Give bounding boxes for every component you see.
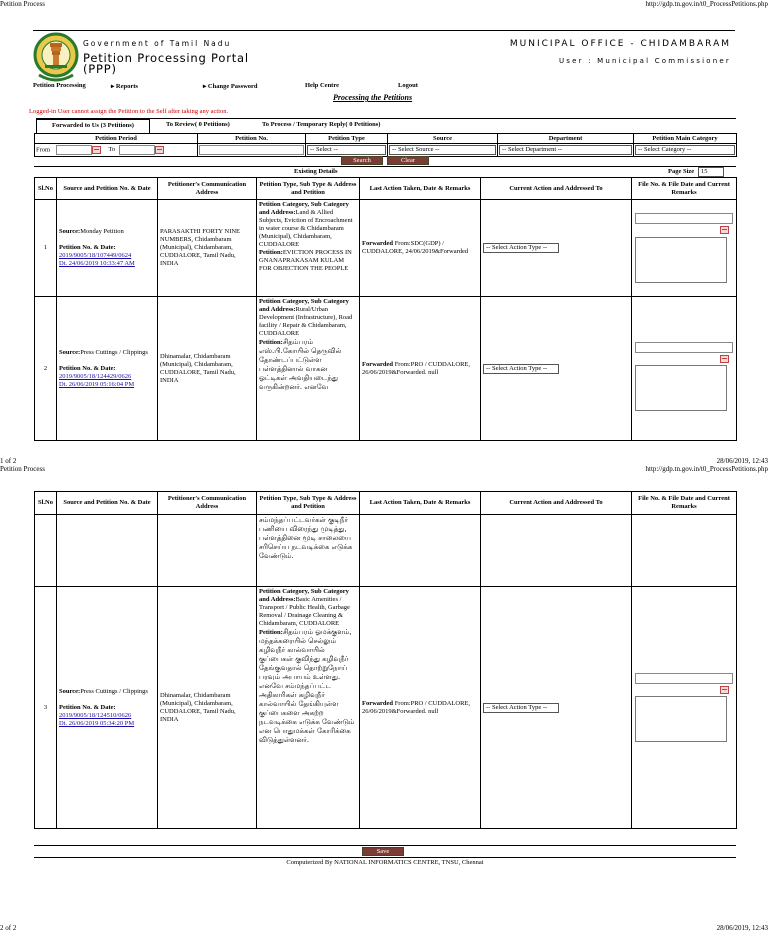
address-cell: Dhinamalar, Chidambaram (Municipal), Chidambaram, CUDDALORE, Tamil Nadu, INDIA (158, 587, 257, 829)
column-header: Current Action and Addressed To (481, 178, 632, 200)
filter-header: Petition Main Category (634, 134, 737, 144)
column-header: Petitioner's Communication Address (158, 178, 257, 200)
remarks-textarea[interactable] (635, 237, 727, 283)
calendar-icon[interactable] (720, 226, 729, 234)
app-header (33, 30, 735, 92)
to-date-input[interactable] (119, 145, 155, 155)
file-no-input[interactable] (635, 342, 733, 353)
print-datetime: 28/06/2019, 12:43 (716, 457, 768, 465)
department-select[interactable]: -- Select Department -- (499, 145, 632, 155)
action-cell (481, 200, 632, 297)
petition-link[interactable]: 2019/9005/18/124510/0626 (59, 711, 132, 719)
clear-button[interactable]: Clear (387, 156, 429, 165)
address-cell: PARASAKTHI FORTY NINE NUMBERS, Chidambaram (Municipal), Chidambaram, CUDDALORE, Tamil Nadu, INDIA (158, 200, 257, 297)
petition-cell: Petition Category, Sub Category and Address:Land & Allied Subjects, Eviction of Encroachment in water course & Chidambaram (Municipal), Chidambaram, CUDDALORE Petition:EVICTION PROCESS IN GNANAPRAKASAM KULAM FOR OBJECTION THE PEOPLE (257, 200, 360, 297)
petition-date-link[interactable]: Dt. 26/06/2019 05:34:20 PM (59, 719, 135, 727)
source-select[interactable]: -- Select Source -- (389, 145, 496, 155)
warning-message: Logged-in User cannot assign the Petition to the Self after taking any action. (29, 108, 229, 115)
print-url: http://gdp.tn.gov.in/t0_ProcessPetitions.php (645, 0, 768, 8)
govt-name: Government of Tamil Nadu (83, 39, 232, 48)
column-header: File No. & File Date and Current Remarks (632, 178, 737, 200)
table-row (35, 200, 737, 297)
calendar-icon[interactable] (720, 355, 729, 363)
column-header: File No. & File Date and Current Remarks (632, 492, 737, 515)
print-url: http://gdp.tn.gov.in/t0_ProcessPetitions.php (645, 465, 768, 473)
print-title: Petition Process (0, 0, 45, 8)
column-header: Last Action Taken, Date & Remarks (360, 492, 481, 515)
petition-cell: சம்மந்தப்பட்டவர்கள் குடிநீர் பணியை விரைந்து முடித்து, பள்ளத்தினை மூடி சாலையை சரிசெய்ய நடவடிக்கை எடுக்க வேண்டும். (257, 515, 360, 587)
filter-header: Source (388, 134, 498, 144)
filter-header: Petition No. (198, 134, 306, 144)
page-count: 1 of 2 (0, 457, 17, 465)
column-header: Current Action and Addressed To (481, 492, 632, 515)
filter-header: Petition Type (306, 134, 388, 144)
remarks-textarea[interactable] (635, 365, 727, 411)
filter-header: Petition Period (35, 134, 198, 144)
petition-cell: Petition Category, Sub Category and Address:Basic Amenities / Transport / Public Health, Garbage Removal / Drainage Cleaning & Chidambaram, CUDDALORE Petition:சிதம்பரம் ஓமக்குளம், மந்தக்கரையில் செல்லும் கழிவுநீர் கால்வாயில் குப்பைகள் குவிந்து கழிவுநீர் தேங்குவதால் தொற்றுநோய் பரவும் அபாயம் உள்ளது. எனவே சம்மந்தப்பட்ட அதிகாரிகள் கழிவுநீர் கால்வாயில் தேங்கியுள்ள குப்பைகளை அகற்ற நடவடிக்கை எடுக்க வேண்டும் என பொதுமக்கள் கோரிக்கை விடுத்துள்ளனர். (257, 587, 360, 829)
petitions-table-continued (34, 491, 737, 829)
tamil-nadu-emblem-icon (33, 31, 79, 85)
calendar-icon[interactable] (720, 686, 729, 694)
sl-no: 2 (35, 297, 57, 441)
existing-details-label: Existing Details (294, 168, 338, 175)
tab-process[interactable]: To Process / Temporary Reply( 0 Petitions) (262, 121, 381, 128)
filter-header: Department (498, 134, 634, 144)
address-cell: Dhinamalar, Chidambaram (Municipal), Chidambaram, CUDDALORE, Tamil Nadu, INDIA (158, 297, 257, 441)
action-type-select[interactable]: -- Select Action Type -- (483, 243, 559, 253)
search-button[interactable]: Search (341, 156, 383, 165)
page-size-label: Page Size (668, 168, 695, 175)
source-cell: Source:Press Cuttings / Clippings Petition No. & Date: 2019/9005/18/124510/0626 Dt. 26/06/2019 05:34:20 PM (57, 587, 158, 829)
user-role: User : Municipal Commissioner (558, 57, 731, 65)
caret-right-icon: ▸ (203, 83, 208, 90)
nav-change-password[interactable]: ▸ Change Password (203, 83, 258, 90)
nav-petition-processing[interactable]: Petition Processing (33, 82, 86, 89)
divider (34, 845, 736, 846)
petition-date-link[interactable]: Dt. 24/06/2019 10:33:47 AM (59, 260, 135, 267)
page-size-input[interactable]: 15 (698, 167, 724, 177)
last-action-cell: Forwarded From:SDC(GDP) / CUDDALORE, 24/06/2019&Forwarded (360, 200, 481, 297)
column-header: Petitioner's Communication Address (158, 492, 257, 515)
page-count: 2 of 2 (0, 924, 17, 932)
tab-review[interactable]: To Review( 0 Petitions) (166, 121, 230, 128)
category-select[interactable]: -- Select Category -- (635, 145, 735, 155)
column-header: Petition Type, Sub Type & Address and Petition (257, 178, 360, 200)
table-row (35, 587, 737, 829)
nav-reports[interactable]: ▸ Reports (111, 83, 138, 90)
action-type-select[interactable]: -- Select Action Type -- (483, 364, 559, 374)
print-title: Petition Process (0, 465, 45, 473)
caret-right-icon: ▸ (111, 83, 116, 90)
from-date-input[interactable] (56, 145, 92, 155)
print-datetime: 28/06/2019, 12:43 (716, 924, 768, 932)
app-title: Petition Processing Portal (PPP) (83, 51, 249, 76)
sl-no: 1 (35, 200, 57, 297)
last-action-cell: Forwarded From:PRO / CUDDALORE, 26/06/2019&Forwarded. null (360, 297, 481, 441)
to-label: To (108, 146, 116, 154)
from-label: From (36, 146, 51, 154)
page-title: Processing the Petitions (333, 93, 413, 102)
source-cell: Source:Press Cuttings / Clippings Petition No. & Date: 2019/9005/18/124429/0626 Dt. 26/06/2019 05:16:04 PM (57, 297, 158, 441)
calendar-icon[interactable] (155, 146, 164, 154)
file-cell (632, 587, 737, 829)
file-no-input[interactable] (635, 673, 733, 684)
action-cell (481, 587, 632, 829)
column-header: Sl.No (35, 178, 57, 200)
column-header: Source and Petition No. & Date (57, 178, 158, 200)
office-name: MUNICIPAL OFFICE - CHIDAMBARAM (509, 39, 731, 49)
petition-link[interactable]: 2019/9005/18/107449/0624 (59, 252, 132, 259)
action-type-select[interactable]: -- Select Action Type -- (483, 703, 559, 713)
table-row (35, 297, 737, 441)
column-header: Petition Type, Sub Type & Address and Petition (257, 492, 360, 515)
sl-no: 3 (35, 587, 57, 829)
nav-logout[interactable]: Logout (398, 82, 418, 89)
file-no-input[interactable] (635, 213, 733, 224)
footer-credit: Computerized By NATIONAL INFORMATICS CENTRE, TNSU, Chennai (34, 857, 736, 866)
filter-table (34, 133, 737, 157)
column-header: Source and Petition No. & Date (57, 492, 158, 515)
last-action-cell: Forwarded From:PRO / CUDDALORE, 26/06/2019&Forwarded. null (360, 587, 481, 829)
tab-forwarded[interactable]: Forwarded to Us (3 Petitions) (36, 119, 150, 133)
column-header: Sl.No (35, 492, 57, 515)
petition-type-select[interactable]: -- Select -- (307, 145, 386, 155)
existing-details-bar (34, 166, 736, 177)
file-cell (632, 297, 737, 441)
table-row (35, 515, 737, 587)
nav-help-centre[interactable]: Help Centre (305, 82, 339, 89)
remarks-textarea[interactable] (635, 696, 727, 742)
petition-cell: Petition Category, Sub Category and Address:Rural/Urban Development (Infrastructure), Road facility / Repair & Chidambaram, CUDDALORE Petition:சிதம்பரம் எஸ்.பி.கோயில் தெருவில் தோண்டப்பட்டுள்ள பள்ளத்தினால் வாகன ஓட்டிகள் அவதியடைந்து வருகின்றனர். எனவே (257, 297, 360, 441)
calendar-icon[interactable] (92, 146, 101, 154)
petitions-table (34, 177, 737, 441)
action-cell (481, 297, 632, 441)
petition-date-link[interactable]: Dt. 26/06/2019 05:16:04 PM (59, 380, 135, 388)
column-header: Last Action Taken, Date & Remarks (360, 178, 481, 200)
petition-no-input[interactable] (199, 145, 304, 155)
petition-link[interactable]: 2019/9005/18/124429/0626 (59, 372, 132, 380)
save-button[interactable]: Save (362, 847, 404, 856)
source-cell: Source:Monday Petition Petition No. & Date: 2019/9005/18/107449/0624 Dt. 24/06/2019 10:33:47 AM (57, 200, 158, 297)
file-cell (632, 200, 737, 297)
tab-bar (36, 118, 736, 132)
